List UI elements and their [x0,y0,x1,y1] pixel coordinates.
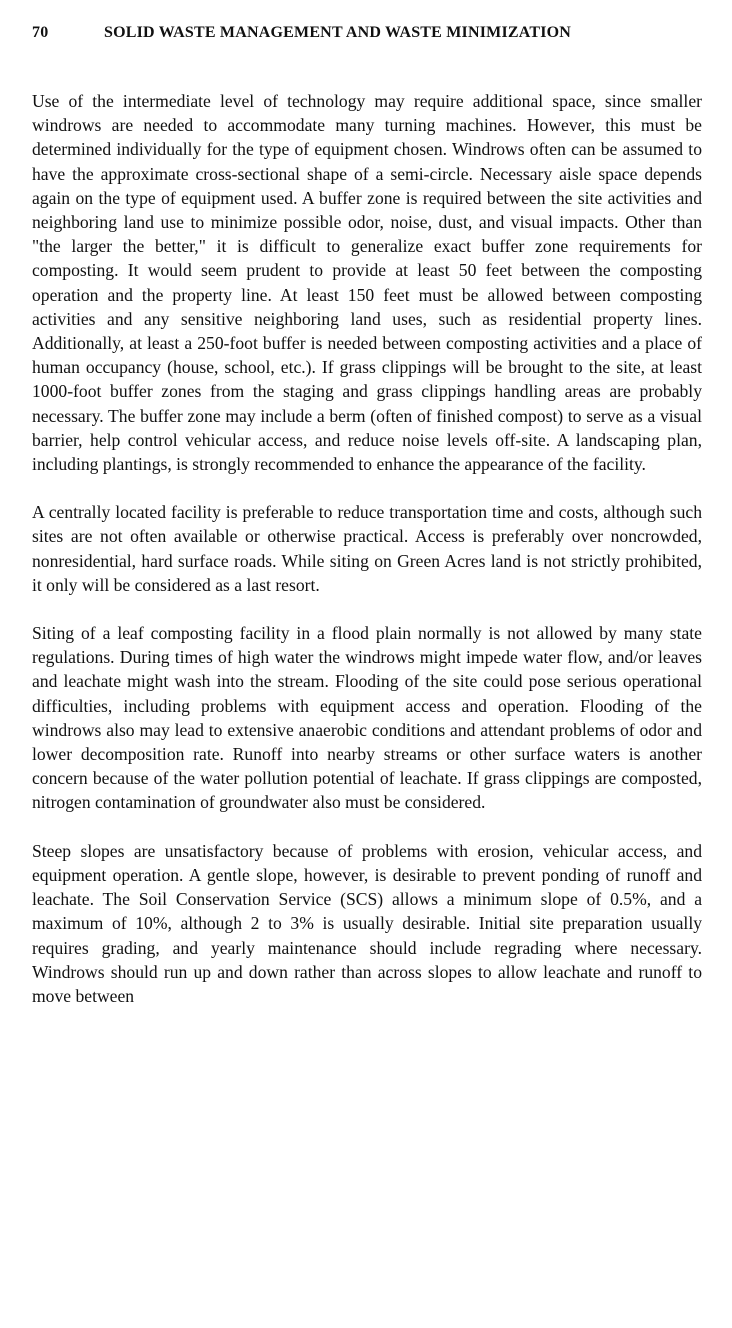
paragraph-flood-plain: Siting of a leaf composting facility in a flood plain normally is not allowed by many state regulations. During times of high water the windrows might impede water flow, and/or leaves and leachate might wash into the stream. Flooding of the site could pose serious operational difficulties, including problems with equipment access and operation. Flooding of the windrows also may lead to extensive anaerobic conditions and attendant problems of odor and lower decomposition rate. Runoff into nearby streams or other surface waters is another concern because of the water pollution potential of leachate. If grass clippings are composted, nitrogen contamination of groundwater also must be considered. [32,623,702,813]
paragraph-facility-location: A centrally located facility is preferable to reduce transportation time and costs, although such sites are not often available or otherwise practical. Access is preferably over noncrowded, nonresidential, hard surface roads. While siting on Green Acres land is not strictly prohibited, it only will be considered as a last resort. [32,502,702,595]
page-number: 70 [32,24,49,41]
paragraph-buffer-zone: Use of the intermediate level of technology may require additional space, since smaller windrows are needed to accommodate many turning machines. However, this must be determined individually for the type of equipment chosen. Windrows often can be assumed to have the approximate cross-sectional shape of a semi-circle. Necessary aisle space depends again on the type of equipment used. A buffer zone is required between the site activities and neighboring land use to minimize possible odor, noise, dust, and visual impacts. Other than "the larger the better," it is difficult to generalize exact buffer zone requirements for composting. It would seem prudent to provide at least 50 feet between the composting operation and the property line. At least 150 feet must be allowed between composting activities and any sensitive neighboring land uses, such as residential property lines. Additionally, at least a 250-foot buffer is needed between composting activities and a place of human occupancy (house, school, etc.). If grass clippings will be brought to the site, at least 1000-foot buffer zones from the staging and grass clippings handling areas are probably necessary. The buffer zone may include a berm (often of finished compost) to serve as a visual barrier, help control vehicular access, and reduce noise levels off-site. A landscaping plan, including plantings, is strongly recommended to enhance the appearance of the facility. [32,91,702,475]
running-title: SOLID WASTE MANAGEMENT AND WASTE MINIMIZATION [104,24,572,41]
paragraph-slopes: Steep slopes are unsatisfactory because of problems with erosion, vehicular access, and equipment operation. A gentle slope, however, is desirable to prevent ponding of runoff and leachate. The Soil Conservation Service (SCS) allows a minimum slope of 0.5%, and a maximum of 10%, although 2 to 3% is usually desirable. Initial site preparation usually requires grading, and yearly maintenance should include regrading where necessary. Windrows should run up and down rather than across slopes to allow leachate and runoff to move between [32,840,702,1006]
book-page [32,24,702,1032]
body-text [32,89,702,1008]
running-header [32,24,702,46]
